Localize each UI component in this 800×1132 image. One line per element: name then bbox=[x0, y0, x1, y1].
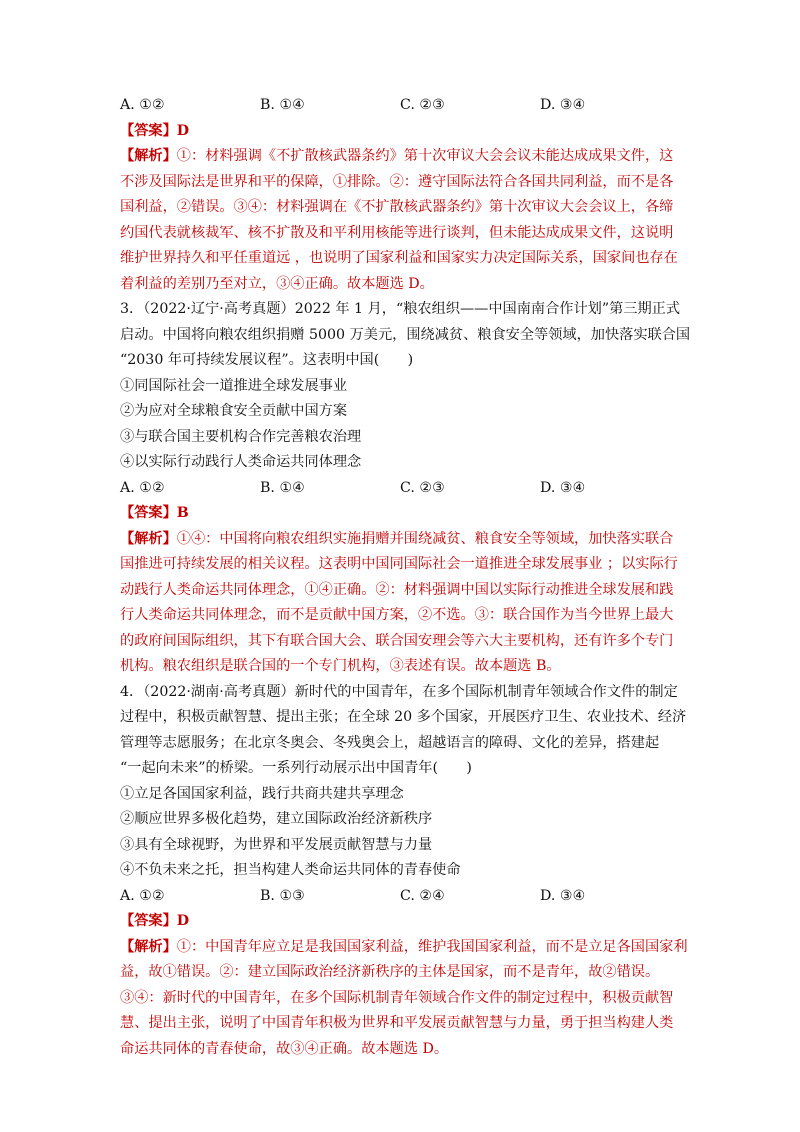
question-4-options bbox=[120, 884, 680, 910]
choice-item: ④不负未来之托，担当构建人类命运共同体的青春使命 bbox=[120, 862, 461, 878]
choice-item: ②为应对全球粮食安全贡献中国方案 bbox=[120, 403, 348, 419]
explanation-line: 【解析】①④：中国将向粮农组织实施捐赠并围绕减贫、粮食安全等领域，加快落实联合 bbox=[120, 530, 674, 547]
answer-line bbox=[120, 909, 680, 935]
option-a: A. ①② bbox=[120, 479, 165, 496]
choice-item: ①立足各国国家利益，践行共商共建共享理念 bbox=[120, 785, 404, 802]
explanation-line: 命运共同体的青春使命，故③④正确。故本题选 D。 bbox=[120, 1040, 449, 1057]
question-stem-line: 管理等志愿服务；在北京冬奥会、冬残奥会上，超越语言的障碍、文化的差异，搭建起 bbox=[120, 734, 660, 751]
explanation-line: 行人类命运共同体理念，而不是贡献中国方案，②不选。③：联合国作为当今世界上最大 bbox=[120, 607, 674, 623]
choice-item: ④以实际行动践行人类命运共同体理念 bbox=[120, 454, 362, 470]
question-3 bbox=[120, 297, 691, 680]
choice-item: ③与联合国主要机构合作完善粮农治理 bbox=[120, 428, 362, 445]
explanation-line: 慧、提出主张，说明了中国青年积极为世界和平发展贡献智慧与力量，勇于担当构建人类 bbox=[120, 1015, 674, 1031]
question-stem-line: “2030 年可持续发展议程”。这表明中国( ) bbox=[120, 352, 414, 368]
choice-item: ①同国际社会一道推进全球发展事业 bbox=[120, 377, 348, 394]
answer-tag: 【答案】 bbox=[120, 913, 177, 929]
question-stem-line: “一起向未来”的桥梁。一系列行动展示出中国青年( ) bbox=[120, 760, 472, 776]
explanation-line: 着利益的差别乃至对立，③④正确。故本题选 D。 bbox=[120, 275, 434, 292]
explanation bbox=[120, 144, 680, 297]
explanation-line: 维护世界持久和平任重道远 ，也说明了国家利益和国家实力决定国际关系，国家间也存在 bbox=[120, 250, 678, 266]
explanation-tag: 【解析】 bbox=[120, 938, 177, 955]
answer-value: D bbox=[176, 122, 190, 139]
option-d: D. ③④ bbox=[540, 97, 586, 113]
choice-item: ③具有全球视野，为世界和平发展贡献智慧与力量 bbox=[120, 836, 433, 853]
option-b: B. ①④ bbox=[260, 479, 305, 496]
explanation-line: 【解析】①：中国青年应立足是我国国家利益，维护我国国家利益，而不是立足各国国家利 bbox=[120, 938, 688, 955]
option-c: C. ②③ bbox=[400, 97, 445, 113]
option-c: C. ②③ bbox=[400, 479, 445, 496]
answer-value: B bbox=[176, 505, 189, 521]
explanation-tag: 【解析】 bbox=[120, 148, 177, 164]
question-stem-line: 3．（2022·辽宁·高考真题）2022 年 1 月，“粮农组织——中国南南合作计划”第三期正式 bbox=[120, 301, 681, 317]
explanation bbox=[120, 935, 688, 1063]
question-stem-line: 启动。中国将向粮农组织捐赠 5000 万美元，围绕减贫、粮食安全等领域，加快落实联合国 bbox=[120, 326, 691, 343]
option-a: A. ①② bbox=[120, 887, 165, 904]
answer-value: D bbox=[176, 913, 190, 929]
answer-tag: 【答案】 bbox=[120, 505, 177, 521]
question-4 bbox=[120, 680, 688, 1063]
explanation-line: 国利益，②错误。③④：材料强调在《不扩散核武器条约》第十次审议大会会议上，各缔 bbox=[120, 199, 674, 215]
option-c: C. ②④ bbox=[400, 887, 445, 904]
option-a: A. ①② bbox=[120, 97, 165, 113]
option-d: D. ③④ bbox=[540, 479, 586, 496]
question-2 bbox=[120, 93, 680, 297]
explanation-line: 的政府间国际组织，其下有联合国大会、联合国安理会等六大主要机构，还有许多个专门 bbox=[120, 632, 674, 649]
explanation-tag: 【解析】 bbox=[120, 530, 177, 547]
question-3-options bbox=[120, 476, 680, 502]
explanation-line: 约国代表就核裁军、核不扩散及和平利用核能等进行谈判，但未能达成成果文件，这说明 bbox=[120, 224, 674, 241]
document-body bbox=[120, 93, 691, 1062]
option-b: B. ①④ bbox=[260, 97, 305, 113]
question-stem-line: 过程中，积极贡献智慧、提出主张；在全球 20 多个国家，开展医疗卫生、农业技术、经济 bbox=[120, 709, 687, 725]
answer-tag: 【答案】 bbox=[120, 122, 177, 139]
question-2-options bbox=[120, 93, 680, 119]
answer-line bbox=[120, 501, 680, 527]
explanation-line: 动践行人类命运共同体理念，①④正确。②：材料强调中国以实际行动推进全球发展和践 bbox=[120, 581, 674, 598]
explanation-line: 不涉及国际法是世界和平的保障，①排除。②：遵守国际法符合各国共同利益，而不是各 bbox=[120, 173, 674, 190]
explanation-line: ③④：新时代的中国青年，在多个国际机制青年领域合作文件的制定过程中，积极贡献智 bbox=[120, 989, 674, 1006]
option-d: D. ③④ bbox=[540, 887, 586, 904]
answer-line bbox=[120, 119, 680, 145]
explanation-line: 国推进可持续发展的相关议程。这表明中国同国际社会一道推进全球发展事业 ；以实际行 bbox=[120, 556, 678, 572]
explanation-line: 【解析】①：材料强调《不扩散核武器条约》第十次审议大会会议未能达成成果文件，这 bbox=[120, 148, 674, 164]
explanation-line: 益，故①错误。②：建立国际政治经济新秩序的主体是国家，而不是青年，故②错误。 bbox=[120, 964, 660, 980]
explanation bbox=[120, 527, 680, 680]
question-stem-line: 4．（2022·湖南·高考真题）新时代的中国青年，在多个国际机制青年领域合作文件的制定 bbox=[120, 683, 678, 700]
explanation-line: 机构。粮农组织是联合国的一个专门机构，③表述有误。故本题选 B。 bbox=[120, 658, 561, 674]
choice-item: ②顺应世界多极化趋势，建立国际政治经济新秩序 bbox=[120, 811, 433, 827]
option-b: B. ①③ bbox=[260, 887, 305, 904]
